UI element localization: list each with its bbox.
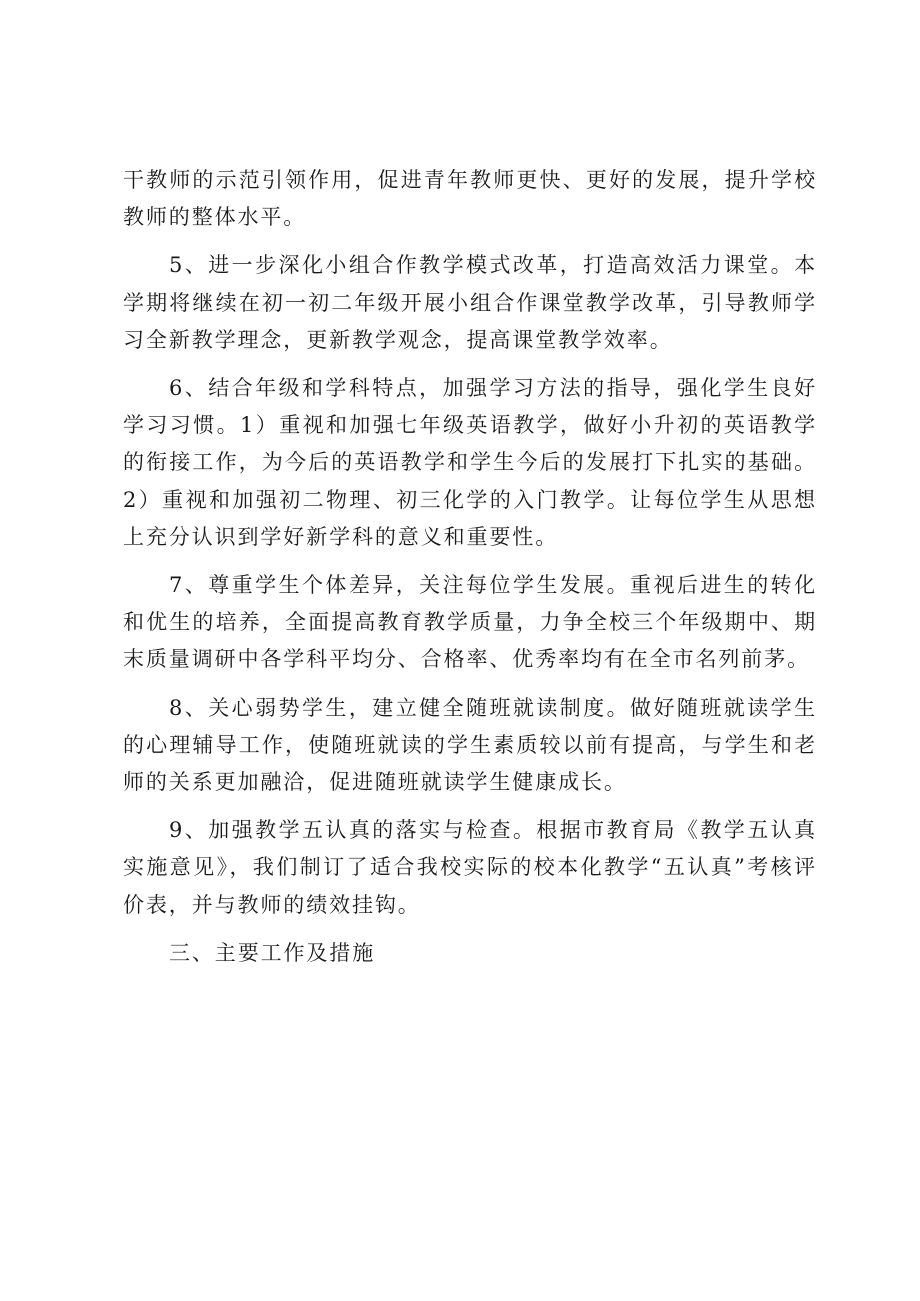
document-body xyxy=(123,162,817,983)
paragraph-item-5: 5、进一步深化小组合作教学模式改革，打造高效活力课堂。本学期将继续在初一初二年级开展小组合作课堂教学改革，引导教师学习全新教学理念，更新教学观念，提高课堂教学效率。 xyxy=(123,253,817,352)
paragraph-item-7: 7、尊重学生个体差异，关注每位学生发展。重视后进生的转化和优生的培养，全面提高教育教学质量，力争全校三个年级期中、期末质量调研中各学科平均分、合格率、优秀率均有在全市名列前茅。 xyxy=(123,573,817,672)
paragraph-item-8: 8、关心弱势学生，建立健全随班就读制度。做好随班就读学生的心理辅导工作，使随班就读的学生素质较以前有提高，与学生和老师的关系更加融洽，促进随班就读学生健康成长。 xyxy=(123,695,817,795)
paragraph-item-6: 6、结合年级和学科特点，加强学习方法的指导，强化学生良好学习习惯。1）重视和加强七年级英语教学，做好小升初的英语教学的衔接工作，为今后的英语教学和学生今后的发展打下扎实的基础。2）重视和加强初二物理、初三化学的入门教学。让每位学生从思想上充分认识到学好新学科的意义和重要性。 xyxy=(123,376,817,549)
section-heading: 三、主要工作及措施 xyxy=(169,940,376,965)
paragraph-item-9: 9、加强教学五认真的落实与检查。根据市教育局《教学五认真实施意见》，我们制订了适合我校实际的校本化教学“五认真”考核评价表，并与教师的绩效挂钩。 xyxy=(123,818,817,917)
paragraph-continuation: 干教师的示范引领作用，促进青年教师更快、更好的发展，提升学校教师的整体水平。 xyxy=(123,168,817,230)
